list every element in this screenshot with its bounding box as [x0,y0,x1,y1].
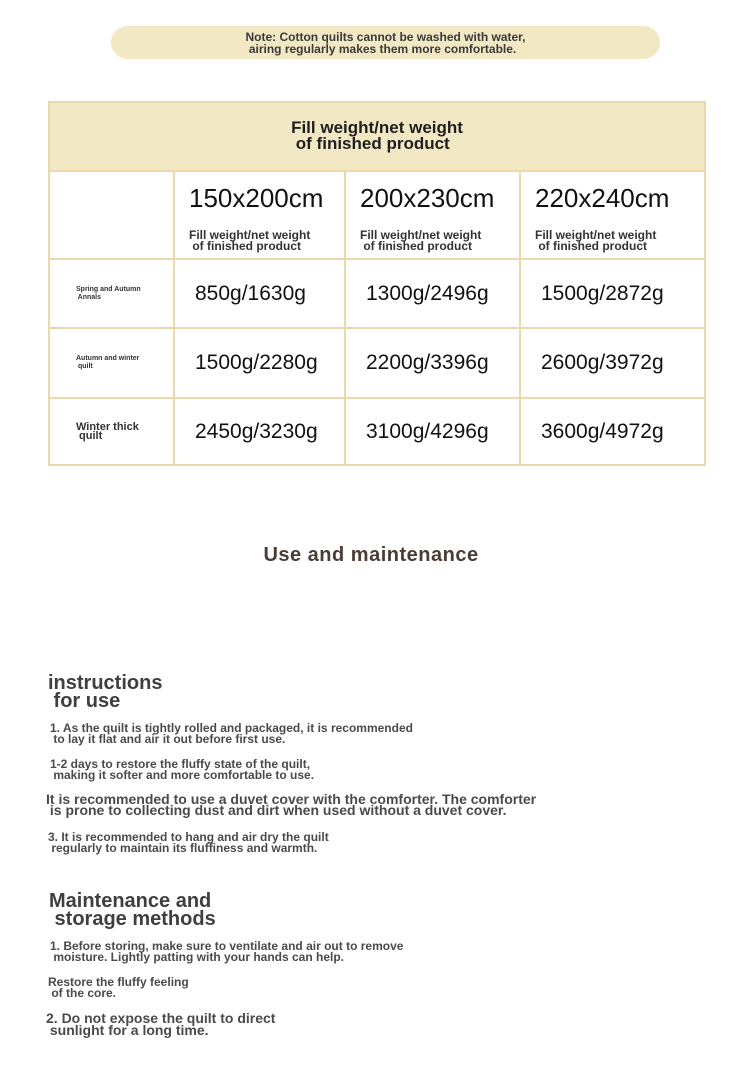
weight-value: 3600g/4972g [520,398,705,465]
instruction-item: It is recommended to use a duvet cover with the comforter. The comforter is prone to collecting dust and dirt when used without a duvet cover. [46,791,537,818]
table-header-row [49,102,705,171]
table-row [49,328,705,398]
empty-corner-cell [49,171,174,259]
weight-value: 850g/1630g [174,259,345,328]
size-sublabel: Fill weight/net weight of finished product [535,228,657,253]
weight-value: 1500g/2280g [174,328,345,398]
maintenance-item: 1. Before storing, make sure to ventilate and air out to remove moisture. Lightly patting with your hands can help. [50,939,404,964]
row-label: Spring and Autumn Annals [76,285,141,301]
size-column-header [345,171,520,259]
size-label: 200x230cm [360,183,495,213]
row-label-cell [49,328,174,398]
weight-value: 2600g/3972g [520,328,705,398]
size-sublabel: Fill weight/net weight of finished product [360,228,482,253]
maintenance-item: Restore the fluffy feeling of the core. [48,975,189,1000]
weight-value: 2200g/3396g [345,328,520,398]
weight-value: 1300g/2496g [345,259,520,328]
care-note-text: Note: Cotton quilts cannot be washed with water, airing regularly makes them more comfortable. [245,29,526,56]
weight-value: 3100g/4296g [345,398,520,465]
size-label: 220x240cm [535,183,670,213]
section-title: Use and maintenance [263,544,479,566]
instruction-item: 1. As the quilt is tightly rolled and packaged, it is recommended to lay it flat and air it out before first use. [50,721,413,746]
size-row [49,171,705,259]
table-title: Fill weight/net weight of finished product [291,117,463,153]
instruction-item: 1-2 days to restore the fluffy state of the quilt, making it softer and more comfortable to use. [50,757,315,782]
table-row [49,259,705,328]
weight-table [48,101,706,466]
maintenance-item: 2. Do not expose the quilt to direct sunlight for a long time. [46,1010,276,1038]
size-column-header [174,171,345,259]
instructions-heading: instructions for use [48,672,163,712]
care-note-banner [111,26,660,59]
instruction-item: 3. It is recommended to hang and air dry the quilt regularly to maintain its fluffiness and warmth. [48,830,329,855]
table-row [49,398,705,465]
weight-value: 2450g/3230g [174,398,345,465]
weight-value: 1500g/2872g [520,259,705,328]
row-label: Winter thick quilt [76,420,139,442]
size-column-header [520,171,705,259]
size-label: 150x200cm [189,183,324,213]
table-header-cell [49,102,705,171]
row-label-cell [49,398,174,465]
maintenance-heading: Maintenance and storage methods [49,890,216,930]
size-sublabel: Fill weight/net weight of finished product [189,228,311,253]
row-label: Autumn and winter quilt [76,355,140,370]
row-label-cell [49,259,174,328]
